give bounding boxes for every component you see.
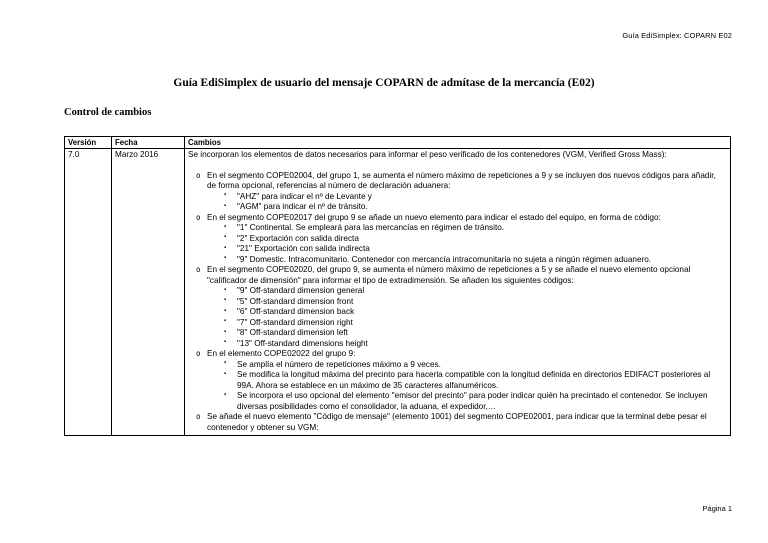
sub-bullet-item [188,255,726,266]
line-text: En el segmento COPE02004, del grupo 1, se aumenta el número máximo de repeticiones a 9 y se incluyen dos nuevos códigos para añadir, de forma opcional, referencias al número de declaración aduanera: [207,170,716,190]
square-bullet-icon: ▪ [224,286,227,293]
bullet-item [188,412,726,433]
sub-bullet-item [188,297,726,308]
sub-bullet-item [188,202,726,213]
line-text: "9" Off-standard dimension general [237,286,365,295]
sub-bullet-item [188,318,726,329]
square-bullet-icon: ▪ [224,339,227,345]
line-text: Se incorpora el uso opcional del elemento "emisor del precinto" para poder indicar quién ha precintado el contenedor. Se incluyen diversas posibilidades como el consolidador, la aduana, el expedidor,… [237,391,708,411]
table-row [65,149,731,436]
square-bullet-icon: ▪ [224,360,227,366]
running-header: Guía EdiSimplex: COPARN E02 [622,31,732,40]
line-text: Se añade el nuevo elemento "Código de mensaje" (elemento 1001) del segmento COPE02001, para indicar que la terminal debe pesar el contenedor y obtener su VGM: [207,412,707,432]
square-bullet-icon: ▪ [224,391,227,398]
line-text: "6" Off-standard dimension back [237,307,355,316]
column-header-cambios: Cambios [185,137,731,149]
sub-bullet-item [188,234,726,245]
sub-bullet-item [188,328,726,339]
document-title: Guía EdiSimplex de usuario del mensaje COPARN de admítase de la mercancía (E02) [173,77,595,89]
circle-bullet-icon: o [196,412,201,421]
table-body [65,149,731,436]
square-bullet-icon: ▪ [224,307,227,314]
bullet-item [188,213,726,224]
column-header-version: Versión [65,137,112,149]
line-text: "AGM" para indicar el nº de tránsito. [237,202,368,211]
sub-bullet-item [188,339,726,350]
circle-bullet-icon: o [196,212,201,222]
sub-bullet-item [188,391,726,412]
square-bullet-icon: ▪ [224,244,227,251]
line-text [188,161,190,170]
column-header-fecha: Fecha [112,137,185,149]
square-bullet-icon: ▪ [224,234,227,240]
page-footer: Página 1 [702,504,732,513]
line-text: Se modifica la longitud máxima del precinto para hacerla compatible con la longitud definida en directorios EDIFACT posteriores al 99A. Ahora se establece en un máximo de 35 caracteres alfanuméricos. [237,370,711,390]
sub-bullet-item [188,286,726,297]
square-bullet-icon: ▪ [224,255,227,261]
line-text: "5" Off-standard dimension front [237,296,354,306]
line-text: Se amplía el número de repeticiones máximo a 9 veces. [237,359,441,369]
line-text: "21" Exportación con salida indirecta [237,244,370,253]
line-text: "2" Exportación con salida directa [237,233,359,243]
line-text: En el elemento COPE02022 del grupo 9: [207,349,356,358]
bullet-item [188,171,726,192]
square-bullet-icon: ▪ [224,328,227,335]
cambios-cell [185,149,731,436]
line-text: "9" Domestic. Intracomunitario. Contenedor con mercancía intracomunitaria no sujeta a ningún régimen aduanero. [237,254,652,264]
blank-line [188,161,726,171]
line-text: Se incorporan los elementos de datos necesarios para informar el peso verificado de los contenedores (VGM, Verified Gross Mass): [188,150,667,159]
square-bullet-icon: ▪ [224,318,227,324]
circle-bullet-icon: o [196,349,201,358]
bullet-item [188,265,726,286]
line-text: En el segmento COPE02020, del grupo 9, se aumenta el número máximo de repeticiones a 5 y se añade el nuevo elemento opcional "calificador de dimensión" para informar el tipo de extradimensión. Se añaden los siguientes códigos: [207,265,691,285]
line-text: "8" Off-standard dimension left [237,328,348,337]
table-header-row [65,137,731,149]
sub-bullet-item [188,370,726,391]
circle-bullet-icon: o [196,170,201,180]
square-bullet-icon: ▪ [224,223,227,230]
square-bullet-icon: ▪ [224,202,227,209]
circle-bullet-icon: o [196,265,201,274]
sub-bullet-item [188,223,726,234]
version-cell: 7.0 [65,149,112,436]
section-heading: Control de cambios [64,107,152,118]
sub-bullet-item [188,360,726,371]
change-log-table [64,136,731,436]
fecha-cell: Marzo 2016 [112,149,185,436]
sub-bullet-item [188,307,726,318]
sub-bullet-item [188,244,726,255]
line-text: "1" Continental. Se empleará para las mercancías en régimen de tránsito. [237,223,505,232]
line-text: "13" Off-standard dimensions height [237,338,368,348]
paragraph-line [188,150,726,161]
line-text: "AHZ" para indicar el nº de Levante y [237,191,372,201]
line-text: "7" Off-standard dimension right [237,317,353,327]
square-bullet-icon: ▪ [224,192,227,198]
square-bullet-icon: ▪ [224,370,227,377]
sub-bullet-item [188,192,726,203]
bullet-item [188,349,726,360]
line-text: En el segmento COPE02017 del grupo 9 se añade un nuevo elemento para indicar el estado del equipo, en forma de código: [207,212,661,222]
square-bullet-icon: ▪ [224,297,227,303]
